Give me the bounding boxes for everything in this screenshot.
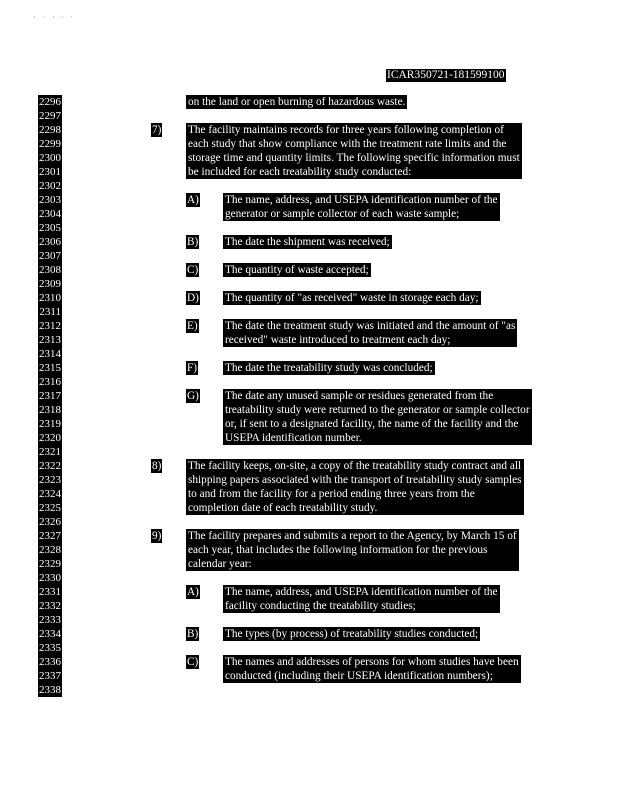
line-number: 2305 [39,222,61,234]
item-9-label: 9) [152,530,162,542]
line-number: 2296 [39,96,61,108]
item-7a-label: A) [187,194,199,206]
line-number: 2316 [39,376,61,388]
line-number: 2302 [39,180,61,192]
line-number: 2311 [39,306,61,318]
item-7e-text: The date the treatment study was initiated and the amount of "as received" waste introduced to treatment each day; [225,320,516,346]
line-number: 2306 [39,236,61,248]
line-number: 2338 [39,684,61,696]
item-7-label: 7) [152,124,162,136]
line-number: 2297 [39,110,61,122]
line-number: 2332 [39,600,61,612]
item-7g-label: G) [187,390,199,402]
line-number: 2318 [39,404,61,416]
item-7f-text: The date the treatability study was concluded; [225,362,433,374]
line-number: 2315 [39,362,61,374]
item-7b-label: B) [187,236,199,248]
scan-specks: ' ' ' ' ' [34,16,76,23]
item-7d-label: D) [187,292,199,304]
item-9-paragraph: The facility prepares and submits a report to the Agency, by March 15 of each year, that includes the following information for the previous calendar year: [188,530,517,570]
item-9c-text: The names and addresses of persons for whom studies have been conducted (including their USEPA identification numbers); [225,656,519,682]
item-9a-text: The name, address, and USEPA identification number of the facility conducting the treatability studies; [225,586,498,612]
line-number: 2333 [39,614,61,626]
line-number: 2323 [39,474,61,486]
line-number: 2307 [39,250,61,262]
line-number: 2301 [39,166,61,178]
line-number: 2299 [39,138,61,150]
item-9b-label: B) [187,628,199,640]
item-7e-label: E) [187,320,198,332]
item-7d-text: The quantity of "as received" waste in storage each day; [225,292,479,304]
line-number: 2328 [39,544,61,556]
line-number: 2325 [39,502,61,514]
item-7a-text: The name, address, and USEPA identification number of the generator or sample collector of each waste sample; [225,194,498,220]
line-number: 2336 [39,656,61,668]
item-8-label: 8) [152,460,162,472]
item-7c-label: C) [187,264,199,276]
item-7g-text: The date any unused sample or residues generated from the treatability study were returned to the generator or sample collector or, if sent to a designated facility, the name of the facility and the USEPA identification number. [225,390,530,444]
item-9a-label: A) [187,586,199,598]
item-7-paragraph: The facility maintains records for three years following completion of each study that show compliance with the treatment rate limits and the storage time and quantity limits. The following specific information must be included for each treatability study conducted: [188,124,520,178]
line-number: 2327 [39,530,61,542]
item-9b-text: The types (by process) of treatability studies conducted; [225,628,479,640]
line-number: 2308 [39,264,61,276]
line-number-column [38,95,62,697]
line-number: 2322 [39,460,61,472]
line-number: 2329 [39,558,61,570]
line-number: 2304 [39,208,61,220]
line-number: 2303 [39,194,61,206]
item-9c-label: C) [187,656,199,668]
line-number: 2312 [39,320,61,332]
line-number: 2334 [39,628,61,640]
line-number: 2309 [39,278,61,290]
line-number: 2337 [39,670,61,682]
line-number: 2324 [39,488,61,500]
item-7c-text: The quantity of waste accepted; [225,264,369,276]
item-8-paragraph: The facility keeps, on-site, a copy of the treatability study contract and all shipping papers associated with the transport of treatability study samples to and from the facility for a period ending three years from the completion date of each treatability study. [188,460,522,514]
line-number: 2330 [39,572,61,584]
line-number: 2313 [39,334,61,346]
item-7b-text: The date the shipment was received; [225,236,390,248]
document-id-header: ICAR350721-181599100 [387,69,505,81]
line-number: 2300 [39,152,61,164]
line-number: 2298 [39,124,61,136]
text-line-2296: on the land or open burning of hazardous waste. [188,96,406,108]
line-number: 2317 [39,390,61,402]
item-7f-label: F) [187,362,198,374]
line-number: 2321 [39,446,61,458]
line-number: 2335 [39,642,61,654]
line-number: 2314 [39,348,61,360]
line-number: 2320 [39,432,61,444]
line-number: 2310 [39,292,61,304]
line-number: 2331 [39,586,61,598]
line-number: 2326 [39,516,61,528]
line-number: 2319 [39,418,61,430]
